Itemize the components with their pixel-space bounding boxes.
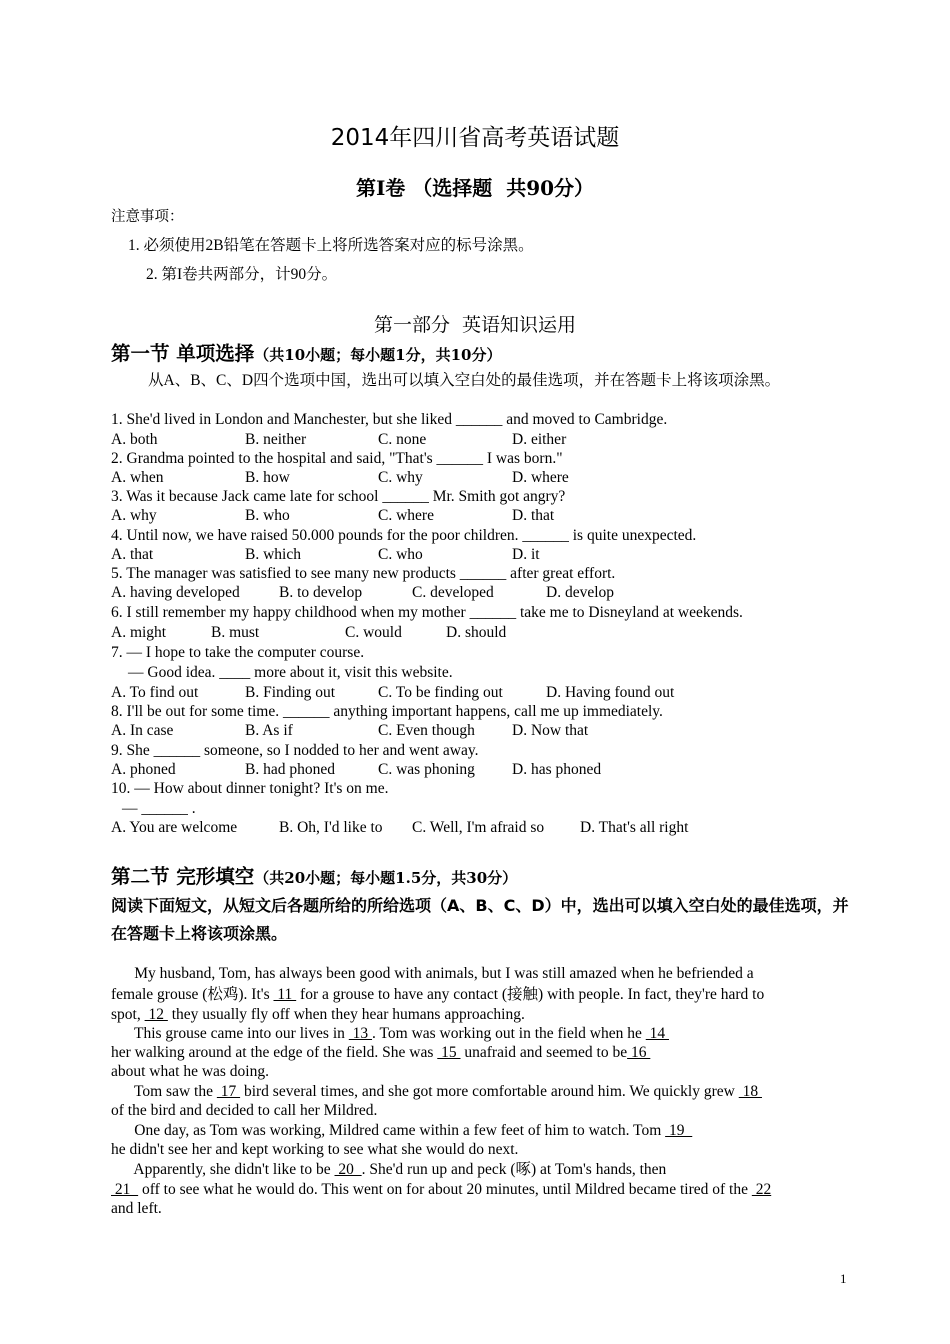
blank-16: 16 [627, 1044, 651, 1061]
blank-15: 15 [437, 1044, 461, 1061]
blank-20: 20 [334, 1161, 362, 1178]
question-8-option-b: B. As if [245, 722, 293, 739]
passage-line-7: Tom saw the 17 bird several times, and she got more comfortable around him. We quickly grew 18 [111, 1083, 762, 1100]
volume-subtitle: 第Ⅰ卷 （选择题 共90分） [355, 176, 595, 200]
passage-line-9: One day, as Tom was working, Mildred came within a few feet of him to watch. Tom 19 [111, 1122, 693, 1139]
question-2-stem: 2. Grandma pointed to the hospital and said, "That's ______ I was born." [111, 450, 563, 467]
question-9-option-d: D. has phoned [512, 761, 602, 778]
question-3-stem: 3. Was it because Jack came late for school ______ Mr. Smith got angry? [111, 488, 566, 505]
notice-item-1: 1. 必须使用2B铅笔在答题卡上将所选答案对应的标号涂黑。 [128, 237, 534, 254]
question-4-option-d: D. it [512, 546, 540, 563]
page-title: 2014年四川省高考英语试题 [330, 125, 620, 151]
question-3-option-d: D. that [512, 507, 555, 524]
part1-title: 第一部分 英语知识运用 [373, 314, 577, 336]
question-8-option-c: C. Even though [378, 722, 475, 739]
question-10-option-c: C. Well, I'm afraid so [412, 819, 545, 836]
question-5-option-b: B. to develop [279, 584, 363, 601]
blank-22: 22 [751, 1181, 772, 1198]
section2-instruction: 阅读下面短文，从短文后各题所给的所给选项（A、B、C、D）中，选出可以填入空白处的最佳选项，并在答题卡上将该项涂黑。 [111, 896, 849, 943]
blank-21: 21 [111, 1181, 139, 1198]
blank-18: 18 [738, 1083, 762, 1100]
passage-line-8: of the bird and decided to call her Mildred. [111, 1102, 378, 1119]
question-3-option-a: A. why [111, 507, 157, 524]
question-5-option-a: A. having developed [111, 584, 240, 601]
passage-line-11: Apparently, she didn't like to be 20 . She'd run up and peck (啄) at Tom's hands, then [111, 1161, 667, 1178]
question-6-option-d: D. should [446, 624, 507, 641]
question-1-option-c: C. none [378, 431, 427, 448]
question-1-option-a: A. both [111, 431, 158, 448]
question-9-stem: 9. She ______ someone, so I nodded to her and went away. [111, 742, 479, 759]
question-3-option-c: C. where [378, 507, 434, 524]
question-4-option-b: B. which [245, 546, 301, 563]
question-7-option-b: B. Finding out [245, 684, 336, 701]
passage-line-5: her walking around at the edge of the field. She was 15 unafraid and seemed to be 16 [111, 1044, 651, 1061]
blank-14: 14 [645, 1025, 669, 1042]
section2-heading [111, 861, 517, 889]
question-3-option-b: B. who [245, 507, 290, 524]
question-1-stem: 1. She'd lived in London and Manchester, but she liked ______ and moved to Cambridge. [111, 411, 668, 428]
question-10-stem: 10. — How about dinner tonight? It's on me. [111, 780, 389, 797]
question-10-reply: — ______ . [122, 800, 196, 817]
question-4-option-c: C. who [378, 546, 423, 563]
blank-17: 17 [216, 1083, 241, 1100]
notice-item-2: 2. 第I卷共两部分，计90分。 [146, 266, 338, 283]
passage-line-10: he didn't see her and kept working to see what she would do next. [111, 1141, 519, 1158]
question-7-reply: — Good idea. ____ more about it, visit this website. [128, 664, 453, 681]
section1-title: 第一节 单项选择 [111, 342, 255, 365]
question-10-option-d: D. That's all right [580, 819, 689, 836]
question-9-option-c: C. was phoning [378, 761, 475, 778]
question-5-option-d: D. develop [546, 584, 615, 601]
question-9-option-b: B. had phoned [245, 761, 335, 778]
blank-12: 12 [144, 1006, 168, 1023]
question-8-option-a: A. In case [111, 722, 174, 739]
question-5-stem: 5. The manager was satisfied to see many new products ______ after great effort. [111, 565, 616, 582]
question-7-option-a: A. To find out [111, 684, 199, 701]
passage-line-2: female grouse (松鸡). It's 11 for a grouse to have any contact (接触) with people. In fact, they're hard to [111, 986, 765, 1003]
passage-line-1: My husband, Tom, has always been good with animals, but I was still amazed when he befriended a [111, 965, 754, 982]
section2-note: （共20小题；每小题1.5分，共30分） [254, 869, 518, 887]
question-7-option-d: D. Having found out [546, 684, 675, 701]
question-8-stem: 8. I'll be out for some time. ______ anything important happens, call me up immediately. [111, 703, 663, 720]
section2-title: 第二节 完形填空 [111, 865, 255, 888]
section1-instruction: 从A、B、C、D四个选项中国，选出可以填入空白处的最佳选项，并在答题卡上将该项涂黑。 [148, 372, 781, 389]
question-10-option-b: B. Oh, I'd like to [279, 819, 383, 836]
question-6-option-b: B. must [211, 624, 260, 641]
question-5-option-c: C. developed [412, 584, 494, 601]
question-8-option-d: D. Now that [512, 722, 589, 739]
section1-note: （共10小题；每小题1分，共10分） [254, 346, 502, 364]
question-9-option-a: A. phoned [111, 761, 176, 778]
passage-line-4: This grouse came into our lives in 13 . Tom was working out in the field when he 14 [111, 1025, 669, 1042]
passage-line-6: about what he was doing. [111, 1063, 269, 1080]
question-6-option-c: C. would [345, 624, 402, 641]
notice-heading: 注意事项： [111, 209, 184, 225]
question-4-option-a: A. that [111, 546, 154, 563]
question-6-option-a: A. might [111, 624, 167, 641]
blank-11: 11 [273, 986, 297, 1003]
passage-line-3: spot, 12 they usually fly off when they hear humans approaching. [111, 1006, 525, 1023]
blank-13: 13 [348, 1025, 373, 1042]
question-2-option-a: A. when [111, 469, 164, 486]
question-2-option-d: D. where [512, 469, 569, 486]
question-7-option-c: C. To be finding out [378, 684, 503, 701]
question-7-stem: 7. — I hope to take the computer course. [111, 644, 365, 661]
question-1-option-b: B. neither [245, 431, 307, 448]
question-2-option-b: B. how [245, 469, 290, 486]
section1-heading [111, 338, 501, 366]
question-4-stem: 4. Until now, we have raised 50.000 pounds for the poor children. ______ is quite unexpected. [111, 527, 697, 544]
passage-line-12: 21 off to see what he would do. This went on for about 20 minutes, until Mildred became tired of the 22 [111, 1181, 772, 1198]
passage-line-13: and left. [111, 1200, 162, 1217]
question-10-option-a: A. You are welcome [111, 819, 238, 836]
question-2-option-c: C. why [378, 469, 423, 486]
question-1-option-d: D. either [512, 431, 567, 448]
blank-19: 19 [665, 1122, 693, 1139]
question-6-stem: 6. I still remember my happy childhood when my mother ______ take me to Disneyland at weekends. [111, 604, 743, 621]
page-number: 1 [840, 1271, 847, 1286]
